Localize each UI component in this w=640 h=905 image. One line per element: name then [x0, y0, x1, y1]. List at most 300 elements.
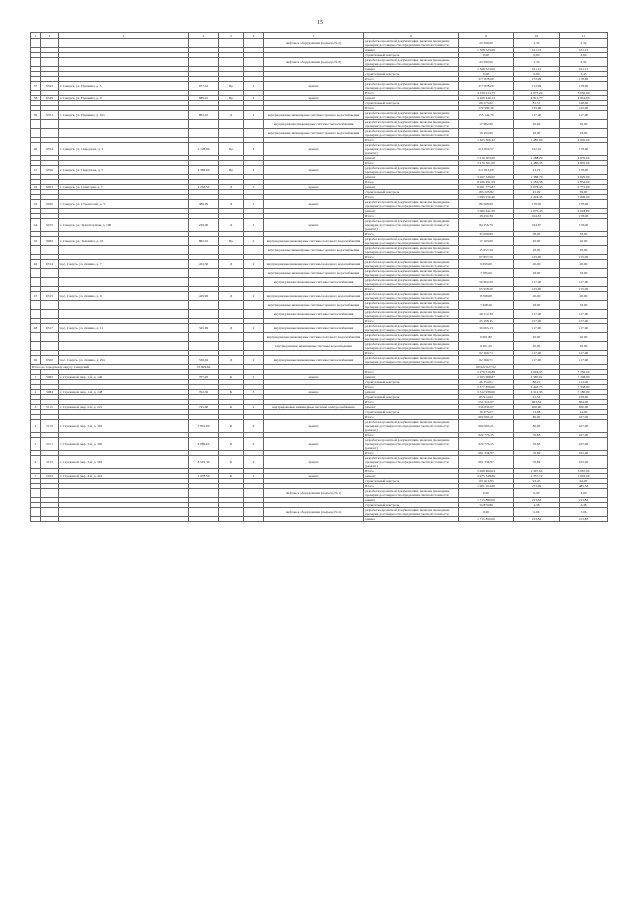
table-cell: 4 263,52 — [189, 185, 219, 190]
table-cell: 377 878,00 — [459, 77, 514, 82]
table-cell: 5115 — [41, 405, 59, 410]
table-cell: внутридомовые инженерные системы горячего водоснабжения — [264, 269, 364, 278]
table-cell — [31, 120, 41, 129]
table-cell: 5082 — [41, 375, 59, 380]
table-cell: 1 485,80 — [514, 138, 560, 143]
table-cell: 6 — [31, 456, 41, 469]
table-cell: 18,00 — [560, 269, 608, 278]
table-cell: 8 061 773,87 — [459, 185, 514, 190]
table-cell: 20,00 — [514, 292, 560, 301]
table-cell: 2 — [244, 96, 264, 101]
table-cell: 101 611,83 — [459, 479, 514, 484]
table-cell: 117,00 — [560, 351, 608, 356]
column-header: 5 — [219, 33, 244, 39]
table-cell: замена — [364, 517, 459, 522]
table-cell: 2,32 — [514, 58, 560, 67]
table-cell: 117,00 — [560, 278, 608, 287]
table-cell: разработка проектной документации, включая проведение проверки достоверности определения сметной стоимости (ремонт) — [364, 456, 459, 469]
table-cell — [41, 333, 59, 342]
table-cell: 117,00 — [560, 324, 608, 333]
table-cell: разработка проектной документации, включая проведение проверки достоверности определения сметной стоимости — [364, 246, 459, 255]
table-cell — [219, 517, 244, 522]
column-header: 4 — [189, 33, 219, 39]
table-cell: 4 975 348,80 — [459, 474, 514, 479]
table-row — [31, 200, 608, 209]
table-cell: 64,00 — [560, 479, 608, 484]
table-cell: 15 657,50 — [459, 246, 514, 255]
table-cell: 1 397,04 — [514, 469, 560, 474]
table-cell: 1 188,20 — [514, 156, 560, 161]
table-cell: 4 816,00 — [560, 96, 608, 101]
table-cell: Д — [219, 185, 244, 190]
table-cell: Д — [219, 356, 244, 365]
table-cell: 661 334,97 — [459, 456, 514, 469]
table-cell — [31, 39, 41, 48]
table-cell: 0,00 — [514, 53, 560, 58]
table-cell — [31, 58, 41, 67]
table-cell: Итого — [364, 451, 459, 456]
table-cell: г. Северск, ул. Пушкина, д. 10а — [59, 111, 189, 120]
table-cell: 58,00 — [560, 232, 608, 237]
table-cell: 745,60 — [189, 405, 219, 410]
table-cell: 179 390,30 — [459, 106, 514, 111]
table-cell: Д — [219, 324, 244, 333]
table-cell: 2 279 319,88 — [459, 370, 514, 375]
table-cell: 34 870,80 — [459, 503, 514, 508]
table-cell — [219, 129, 244, 138]
table-cell — [41, 342, 59, 351]
table-cell — [59, 342, 189, 351]
table-cell: 165,00 — [560, 456, 608, 469]
table-cell — [219, 120, 244, 129]
table-cell — [31, 278, 41, 287]
table-cell: 44 — [31, 219, 41, 232]
table-cell: 4 629,00 — [560, 175, 608, 180]
table-cell — [219, 278, 244, 287]
table-cell: 7 648,20 — [459, 301, 514, 310]
table-row — [31, 39, 608, 48]
table-cell: разработка проектной документации, включая проведение проверки достоверности определения сметной стоимости — [364, 120, 459, 129]
table-cell — [41, 269, 59, 278]
table-cell: 4 977,29 — [514, 91, 560, 96]
table-cell — [41, 129, 59, 138]
table-cell: пос. Самусь, ул. Ленина, д. 7 — [59, 260, 189, 269]
table-cell — [219, 333, 244, 342]
table-cell: 36 065,13 — [459, 324, 514, 333]
column-header: 11 — [560, 33, 608, 39]
table-cell: Итого — [364, 469, 459, 474]
table-row — [31, 129, 608, 138]
table-cell: 117,00 — [514, 278, 560, 287]
table-cell: крыша — [264, 390, 364, 395]
table-cell: лифтовое оборудование (подъезд № 5) — [264, 39, 364, 48]
table-cell: 4 602,45 — [514, 370, 560, 375]
table-cell — [219, 246, 244, 255]
table-cell: 183 225,82 — [459, 190, 514, 195]
table-row — [31, 292, 608, 301]
table-cell: разработка проектной документации, включая проведение проверки достоверности определения сметной стоимости — [364, 166, 459, 175]
table-row — [31, 438, 608, 451]
table-cell: 7 696,00 — [560, 195, 608, 200]
table-cell: внутридомовые инженерные системы горячего водоснабжения — [264, 246, 364, 255]
table-cell — [244, 310, 264, 319]
table-cell: 6354 — [41, 143, 59, 156]
table-cell: внутридомовые инженерные системы теплоснабжения — [264, 324, 364, 333]
table-cell: разработка проектной документации, включая проведение проверки достоверности определения сметной стоимости — [364, 292, 459, 301]
table-cell: пос. Самусь, ул. Ленина, д. 11 — [59, 324, 189, 333]
table-row — [31, 517, 608, 522]
table-cell — [59, 39, 189, 48]
work-schedule-table — [30, 32, 608, 522]
table-cell: внутридомовые инженерные системы холодного водоснабжения — [264, 333, 364, 342]
table-cell — [219, 310, 244, 319]
table-cell: г. Стрежевой, мкр. 1-й, д. 148 — [59, 390, 189, 395]
table-cell: Итого — [364, 232, 459, 237]
table-row — [31, 342, 608, 351]
table-cell: Пр — [219, 166, 244, 175]
table-cell — [41, 301, 59, 310]
table-cell: 19 475,67 — [459, 410, 514, 415]
table-cell: 114,00 — [560, 380, 608, 385]
table-cell: 20,00 — [514, 260, 560, 269]
table-cell — [189, 508, 219, 517]
table-cell: строительный контроль — [364, 410, 459, 415]
table-cell: г. Стрежевой, мкр. 2-й, д. 221 — [59, 405, 189, 410]
table-cell: Итого — [364, 195, 459, 200]
table-cell: 157,00 — [560, 319, 608, 324]
table-cell: 6323 — [41, 82, 59, 91]
table-cell: 2 — [244, 405, 264, 410]
table-cell: 5170 — [41, 420, 59, 433]
table-cell: 167,00 — [560, 433, 608, 438]
table-cell: г. Северск, ул. Советская, д. 7 — [59, 185, 189, 190]
table-cell: 2 834,00 — [560, 180, 608, 185]
table-cell — [219, 342, 244, 351]
table-cell — [59, 333, 189, 342]
table-cell: 4 805,00 — [560, 161, 608, 166]
table-cell: 162,10 — [514, 143, 560, 156]
table-cell — [264, 517, 364, 522]
table-cell: пос. Самусь, ул. Ленина, д. 9 — [59, 292, 189, 301]
table-cell — [244, 301, 264, 310]
table-cell: ремонт — [364, 474, 459, 479]
table-cell: ремонт — [364, 375, 459, 380]
table-cell: К — [219, 456, 244, 469]
table-cell: Д — [219, 292, 244, 301]
table-cell: 67 857,50 — [459, 255, 514, 260]
table-cell — [189, 333, 219, 342]
table-cell: 5 — [244, 474, 264, 479]
table-cell: 0,00 — [459, 53, 514, 58]
table-cell — [244, 508, 264, 517]
table-cell: 167,00 — [560, 438, 608, 451]
table-cell: 211 813,00 — [459, 166, 514, 175]
table-cell: Итого — [364, 287, 459, 292]
table-cell: Итого — [364, 433, 459, 438]
table-cell: разработка проектной документации, включая проведение проверки достоверности определения сметной стоимости (ремонт) — [364, 143, 459, 156]
table-cell: 5 — [31, 438, 41, 451]
table-cell: Итого — [364, 415, 459, 420]
table-cell: 76,83 — [514, 438, 560, 451]
table-cell: 20,00 — [514, 237, 560, 246]
table-cell: 172,99 — [514, 77, 560, 82]
table-cell: 3 — [31, 405, 41, 410]
table-cell: 1 906 641,50 — [459, 209, 514, 214]
table-cell: 117,00 — [514, 324, 560, 333]
table-cell: строительный контроль — [364, 53, 459, 58]
table-cell: 172,99 — [514, 82, 560, 91]
table-cell: разработка проектной документации, включая проведение проверки достоверности определения сметной стоимости (ремонт) — [364, 438, 459, 451]
table-cell: 4 905,00 — [560, 138, 608, 143]
table-cell — [189, 120, 219, 129]
table-cell — [41, 508, 59, 517]
table-cell: пос. Самусь, ул. Ленина, д. 20а — [59, 356, 189, 365]
table-cell: 1 713 880,00 — [459, 498, 514, 503]
table-cell: 41 — [31, 166, 41, 175]
table-cell: 1 993 150,40 — [459, 195, 514, 200]
table-cell: 6517 — [41, 324, 59, 333]
table-cell: крыша — [264, 438, 364, 451]
table-row — [31, 143, 608, 156]
table-cell: 2 369,00 — [189, 166, 219, 175]
table-cell: разработка проектной документации, включая проведение проверки достоверности определения сметной стоимости — [364, 237, 459, 246]
table-cell: 42 — [31, 185, 41, 190]
table-cell — [59, 246, 189, 255]
table-cell: 650,00 — [560, 405, 608, 410]
table-row — [31, 246, 608, 255]
table-cell — [219, 58, 244, 67]
column-header: 2 — [41, 33, 59, 39]
table-cell — [244, 278, 264, 287]
table-cell: 1 357,72 — [514, 474, 560, 479]
table-cell: 117,00 — [514, 356, 560, 365]
table-cell — [189, 58, 219, 67]
table-row — [31, 269, 608, 278]
table-cell: 80,00 — [514, 420, 560, 433]
table-cell: 37 — [31, 82, 41, 91]
table-cell: 117,00 — [560, 111, 608, 120]
table-cell: 164,67 — [514, 214, 560, 219]
table-cell — [189, 39, 219, 48]
table-cell: 18,00 — [514, 246, 560, 255]
table-cell: 93,45 — [514, 479, 560, 484]
table-cell: 46 — [31, 260, 41, 269]
table-cell: Итого — [364, 77, 459, 82]
table-cell: 3 267 548,00 — [459, 175, 514, 180]
table-cell: крыша — [264, 166, 364, 175]
table-cell — [41, 489, 59, 498]
table-cell: 164,67 — [514, 219, 560, 232]
table-cell: 6 201,50 — [459, 342, 514, 351]
table-cell: г. Стрежевой, мкр. 3-й, д. 393 — [59, 456, 189, 469]
table-cell: 20,00 — [514, 342, 560, 351]
table-cell: 178,00 — [560, 143, 608, 156]
table-cell: 14,00 — [560, 410, 608, 415]
table-cell: 0,00 — [514, 72, 560, 77]
table-cell: 62 369,71 — [459, 356, 514, 365]
table-cell — [244, 342, 264, 351]
table-cell: разработка проектной документации, включая проведение проверки достоверности определения сметной стоимости — [364, 324, 459, 333]
table-row — [31, 301, 608, 310]
table-cell: 68 573,62 — [459, 101, 514, 106]
table-cell: 43 — [31, 200, 41, 209]
table-cell: 117,00 — [560, 310, 608, 319]
table-cell: 2 — [244, 356, 264, 365]
table-cell: 7 861,60 — [189, 420, 219, 433]
table-cell — [41, 310, 59, 319]
table-cell — [31, 301, 41, 310]
table-cell: К — [219, 405, 244, 410]
table-cell: разработка проектной документации, включая проведение проверки достоверности определения сметной стоимости — [364, 356, 459, 365]
table-cell: 65 958,50 — [459, 287, 514, 292]
table-cell: ремонт — [364, 185, 459, 190]
table-cell: 8 595,30 — [189, 456, 219, 469]
table-cell — [31, 246, 41, 255]
table-cell: Д — [219, 111, 244, 120]
table-cell: 4 815,77 — [514, 96, 560, 101]
table-cell: 91,34 — [514, 395, 560, 400]
table-cell: Итого — [364, 106, 459, 111]
table-cell: крыша — [264, 420, 364, 433]
table-cell: 1 388,70 — [514, 175, 560, 180]
table-cell: разработка проектной документации, включая проведение проверки достоверности определения сметной стоимости — [364, 310, 459, 319]
table-cell: 161,15 — [514, 48, 560, 53]
table-cell: строительный контроль — [364, 72, 459, 77]
table-cell: 6356 — [41, 166, 59, 175]
table-cell: 7 — [31, 474, 41, 479]
table-cell: 135,00 — [514, 106, 560, 111]
table-cell: 6420 — [41, 200, 59, 209]
table-cell: 155,00 — [514, 255, 560, 260]
table-cell — [189, 278, 219, 287]
table-cell — [244, 333, 264, 342]
table-cell: Итого — [364, 255, 459, 260]
table-row — [31, 111, 608, 120]
table-cell: 534 835,07 — [459, 405, 514, 410]
table-cell: 7 180,00 — [560, 390, 608, 395]
table-cell: Итого — [364, 400, 459, 405]
table-cell: лифтовое оборудование (подъезд № 2) — [264, 508, 364, 517]
table-cell: Итого — [364, 214, 459, 219]
column-header: 1 — [31, 33, 41, 39]
table-cell: 3,09 — [560, 489, 608, 498]
table-cell — [189, 129, 219, 138]
table-cell: 46 254,01 — [459, 380, 514, 385]
table-cell: 4 402,75 — [514, 385, 560, 390]
table-cell: К — [219, 390, 244, 395]
table-cell: 17 163,90 — [459, 237, 514, 246]
table-cell — [189, 489, 219, 498]
table-cell: 609 963,21 — [459, 420, 514, 433]
table-cell: разработка проектной документации, включая проведение проверки достоверности определения сметной стоимости — [364, 200, 459, 209]
table-cell: 2 293,45 — [514, 195, 560, 200]
table-cell: 155,00 — [560, 255, 608, 260]
table-cell: 167,00 — [560, 420, 608, 433]
table-cell — [59, 489, 189, 498]
table-cell: 178,00 — [560, 200, 608, 209]
table-cell: 38 — [31, 96, 41, 101]
table-cell: 86 568,90 — [459, 200, 514, 209]
table-cell: К — [219, 474, 244, 479]
table-cell — [189, 246, 219, 255]
table-cell: 0,00 — [514, 508, 560, 517]
table-cell: внутридомовые инженерные системы холодного водоснабжения — [264, 260, 364, 269]
table-cell: 661 334,97 — [459, 451, 514, 456]
table-cell: 158,00 — [560, 395, 608, 400]
table-cell: 7 338,00 — [560, 385, 608, 390]
table-cell: 49 — [31, 356, 41, 365]
table-cell — [244, 129, 264, 138]
table-cell: 2 — [244, 111, 264, 120]
table-cell: 145,00 — [560, 106, 608, 111]
table-row — [31, 489, 608, 498]
table-cell: Д — [219, 200, 244, 209]
table-cell: 213,84 — [560, 498, 608, 503]
table-cell: 178,00 — [514, 200, 560, 209]
table-cell: внутридомовые инженерные системы теплоснабжения — [264, 356, 364, 365]
table-cell: Итого по городскому округу Северский — [31, 365, 189, 370]
table-cell: г. Стрежевой, мкр. 1-й, д. 146 — [59, 375, 189, 380]
table-cell: 20,00 — [560, 237, 608, 246]
table-cell: К — [219, 438, 244, 451]
table-cell — [244, 246, 264, 255]
table-cell: 40 — [31, 143, 41, 156]
table-cell: 4 312,36 — [514, 390, 560, 395]
table-cell: 1 480,45 — [514, 161, 560, 166]
table-cell: 24 560,00 — [459, 39, 514, 48]
table-cell: 4 209 440,13 — [459, 96, 514, 101]
table-cell: разработка проектной документации, включая проведение проверки достоверности определения сметной стоимости (ремонт) — [364, 420, 459, 433]
table-cell: 0,00 — [459, 508, 514, 517]
table-cell: внутридомовые инженерные системы электроснабжения — [264, 405, 364, 410]
table-cell: Итого — [364, 138, 459, 143]
table-cell: 432,50 — [189, 260, 219, 269]
table-cell: строительный контроль — [364, 101, 459, 106]
table-cell: замена — [364, 67, 459, 72]
table-cell: Итого — [364, 319, 459, 324]
table-cell: 6351 — [41, 111, 59, 120]
table-cell: 18,00 — [560, 246, 608, 255]
table-cell: 6403 — [41, 185, 59, 190]
table-cell: 155 144,70 — [459, 111, 514, 120]
table-cell: Итого — [364, 370, 459, 375]
table-cell: 165,00 — [560, 451, 608, 456]
table-cell: разработка проектной документации, включая проведение проверки достоверности определения сметной стоимости — [364, 508, 459, 517]
table-cell — [189, 342, 219, 351]
table-cell: крыша — [264, 82, 364, 91]
table-cell: крыша — [264, 456, 364, 469]
table-cell: 1 308 523,00 — [459, 48, 514, 53]
table-cell: крыша — [264, 96, 364, 101]
table-cell: 9 650,00 — [459, 260, 514, 269]
table-cell: ремонт — [364, 96, 459, 101]
table-row — [31, 333, 608, 342]
table-cell — [59, 310, 189, 319]
table-cell: ремонт — [364, 156, 459, 161]
table-cell: 1 463 306,32 — [459, 138, 514, 143]
table-cell: 18,00 — [514, 129, 560, 138]
table-cell: 762,30 — [189, 390, 219, 395]
table-row — [31, 166, 608, 175]
table-cell: крыша — [264, 375, 364, 380]
table-cell — [244, 489, 264, 498]
table-cell: 2 678,50 — [189, 474, 219, 479]
table-cell: 2 — [244, 82, 264, 91]
table-cell: 1 210 303,00 — [459, 156, 514, 161]
table-cell: 81,51 — [514, 101, 560, 106]
table-cell: 8 089,65 — [189, 438, 219, 451]
table-cell: 2 — [244, 219, 264, 232]
